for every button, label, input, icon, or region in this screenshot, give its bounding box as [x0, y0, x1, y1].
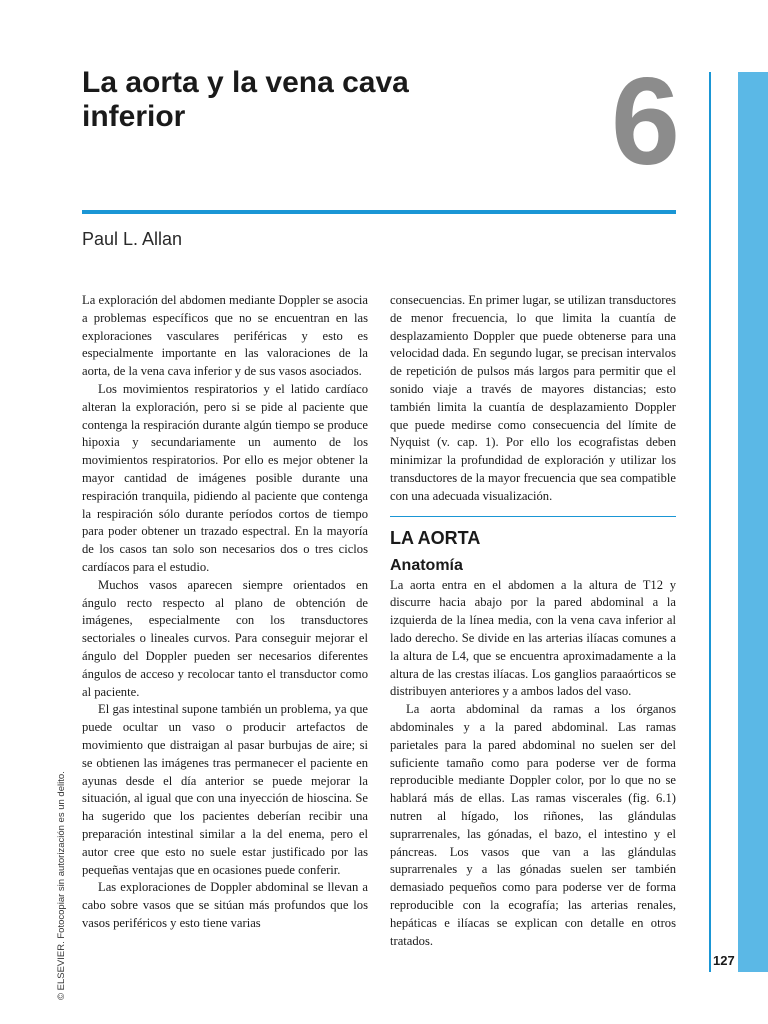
paragraph: La exploración del abdomen mediante Doppler se asocia a problemas específicos que no se encuentran en las exploraciones vasculares periféricas y esto es especialmente importante en las valoraciones de la aorta, de la vena cava inferior y de sus vasos asociados.	[82, 293, 368, 379]
author-name: Paul L. Allan	[82, 229, 183, 249]
left-column	[82, 292, 368, 933]
paragraph: consecuencias. En primer lugar, se utilizan transductores de menor frecuencia, lo que limita la cuantía de desplazamiento Doppler que puede obtenerse para una velocidad dada. En segundo lugar, se precisan intervalos de repetición de pulsos más largos para permitir que el sonido viaje a través de mayores distancias; esto también limita la cuantía de desplazamiento Doppler que puede medirse como consecuencia del límite de Nyquist (v. cap. 1). Por ello los ecografistas deben minimizar la profundidad de exploración y utilizar los transductores de la mayor frecuencia que sea compatible con una adecuada visualización.	[390, 293, 676, 503]
section-rule	[390, 516, 676, 517]
paragraph: El gas intestinal supone también un problema, ya que puede ocultar un vaso o producir artefactos de movimiento que distraigan al pasar burbujas de aire; si se obtienen las imágenes tras permanecer el paciente en ayunas desde el día anterior se puede mejorar la situación, al igual que con una inyección de hioscina. Se ha sugerido que los pacientes deberían recibir una preparación intestinal similar a la del enema, pero el autor cree que esto no suele estar justificado por las pequeñas ventajas que en ocasiones puede conferir.	[82, 702, 368, 877]
chapter-title: La aorta y la vena cava inferior	[82, 66, 409, 133]
subsection-heading: Anatomía	[390, 556, 463, 574]
paragraph: La aorta entra en el abdomen a la altura de T12 y discurre hacia abajo por la pared abdominal a la izquierda de la línea media, con la vena cava inferior al lado derecho. Se divide en las arterias ilíacas comunes a la altura de L4, que se encuentra aproximadamente a la altura de las crestas ilíacas. Los ganglios paraaórticos se distribuyen anteriores y a ambos lados del vaso.	[390, 577, 676, 699]
chapter-number: 6	[611, 53, 680, 191]
title-rule	[82, 210, 676, 214]
paragraph: La aorta abdominal da ramas a los órganos abdominales y a la pared abdominal. Las ramas parietales para la pared abdominal no suelen ser del suficiente tamaño como para poderse ver de forma reproducible mediante Doppler color, por lo que no se hablará más de ellas. Las ramas viscerales (fig. 6.1) nutren al hígado, los riñones, las glándulas suprarrenales, las gónadas, el bazo, el intestino y el páncreas. Los vasos que van a las glándulas suprarrenales y a las gónadas suelen ser también demasiado pequeños como para poderse ver de forma reproducible con la ecografía; las arterias renales, hepáticas e ilíacas se explican con detalle en otros tratados.	[390, 702, 676, 948]
paragraph: Los movimientos respiratorios y el latido cardíaco alteran la exploración, pero si se pide al paciente que contenga la respiración durante algún tiempo se produce hipoxia y secundariamente un aumento de los movimientos respiratorios. Por ello es mejor obtener la mayor cantidad de imágenes posible durante una respiración tranquila, pidiendo al paciente que contenga la respiración sólo durante períodos cortos de tiempo para poder obtener un trazado espectral. En la mayoría de los casos tan solo son necesarios dos o tres ciclos cardíacos para el estudio.	[82, 381, 368, 574]
paragraph: Muchos vasos aparecen siempre orientados en ángulo recto respecto al plano de obtención de imágenes, especialmente con los transductores sectoriales o lineales curvos. Para conseguir mejorar el ángulo del Doppler pueden ser necesarios diferentes ángulos de acceso y recolocar tanto el transductor como al paciente.	[82, 577, 368, 699]
paragraph: Las exploraciones de Doppler abdominal se llevan a cabo sobre vasos que se sitúan más profundos que los vasos periféricos y esto tiene varias	[82, 880, 368, 930]
page-number: 127	[713, 953, 735, 968]
right-column	[390, 292, 676, 950]
margin-rule	[709, 72, 711, 972]
section-heading: LA AORTA	[390, 527, 481, 548]
margin-color-band	[738, 72, 768, 972]
copyright-notice: © ELSEVIER. Fotocopiar sin autorización es un delito.	[56, 771, 67, 1000]
